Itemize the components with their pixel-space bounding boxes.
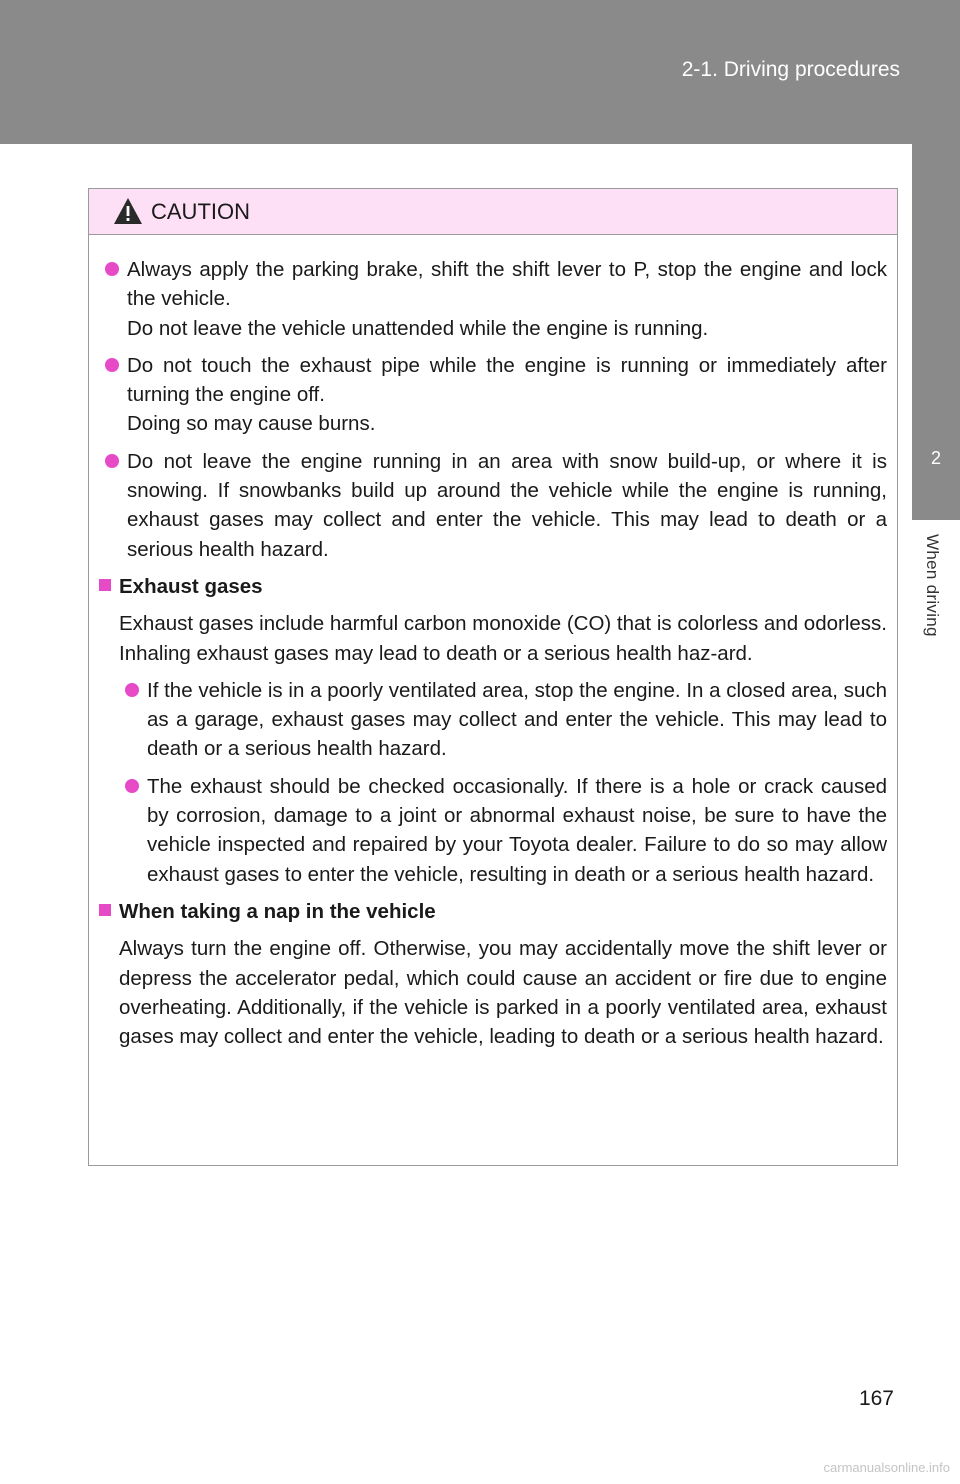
bullet-dot-icon xyxy=(125,779,139,793)
caution-item xyxy=(99,351,887,439)
watermark: carmanualsonline.info xyxy=(823,1460,950,1475)
caution-text: The exhaust should be checked occasionally. If there is a hole or crack caused by corrosion, damage to a joint or abnormal exhaust noise, be sure to have the vehicle inspected and repaired by your Toyota dealer. Failure to do so may allow exhaust gases to enter the vehicle, resulting in death or a serious health hazard. xyxy=(147,774,887,886)
square-marker-icon xyxy=(99,904,111,916)
section-title: 2-1. Driving procedures xyxy=(681,58,900,81)
caution-text: If the vehicle is in a poorly ventilated area, stop the engine. In a closed area, such as a garage, exhaust gases may collect and enter the vehicle. This may lead to death or a serious health hazard. xyxy=(147,678,887,761)
chapter-number: 2 xyxy=(930,448,941,468)
section-heading-nap xyxy=(99,897,887,926)
caution-item xyxy=(119,772,887,889)
caution-box xyxy=(88,188,898,1166)
bullet-dot-icon xyxy=(105,454,119,468)
caution-item xyxy=(119,676,887,764)
caution-text: Always apply the parking brake, shift the shift lever to P, stop the engine and lock the vehicle. xyxy=(127,258,887,311)
caution-title: CAUTION xyxy=(151,198,250,224)
caution-header xyxy=(89,189,897,235)
bullet-dot-icon xyxy=(105,358,119,372)
chapter-name: When driving xyxy=(923,534,942,637)
section-heading-text: When taking a nap in the vehicle xyxy=(119,899,436,923)
caution-body xyxy=(89,235,897,1051)
page-number: 167 xyxy=(858,1387,894,1410)
caution-text: Do not leave the engine running in an area with snow build-up, or where it is snowing. If snowbanks build up around the vehicle while the engine is running, exhaust gases may collect and enter the vehicle. This may lead to death or a serious health hazard. xyxy=(127,449,887,561)
bullet-dot-icon xyxy=(125,683,139,697)
section-paragraph: Exhaust gases include harmful carbon monoxide (CO) that is colorless and odorless. Inhaling exhaust gases may lead to death or a serious health haz-ard. xyxy=(119,612,887,665)
caution-item xyxy=(99,447,887,564)
nested-list xyxy=(119,676,887,889)
caution-text: Do not leave the vehicle unattended while the engine is running. xyxy=(127,316,709,340)
section-heading-text: Exhaust gases xyxy=(119,574,263,598)
caution-text: Doing so may cause burns. xyxy=(127,412,376,436)
caution-item xyxy=(99,255,887,343)
caution-text: Do not touch the exhaust pipe while the engine is running or immediately after turning the engine off. xyxy=(127,353,887,407)
square-marker-icon xyxy=(99,579,111,591)
warning-triangle-icon xyxy=(113,197,143,225)
section-heading-exhaust-gases xyxy=(99,572,887,601)
section-paragraph: Always turn the engine off. Otherwise, you may accidentally move the shift lever or depress the accelerator pedal, which could cause an accident or fire due to engine overheating. Additionally, if the vehicle is parked in a poorly ventilated area, exhaust gases may collect and enter the vehicle, leading to death or a serious health hazard. xyxy=(119,937,887,1049)
bullet-dot-icon xyxy=(105,262,119,276)
